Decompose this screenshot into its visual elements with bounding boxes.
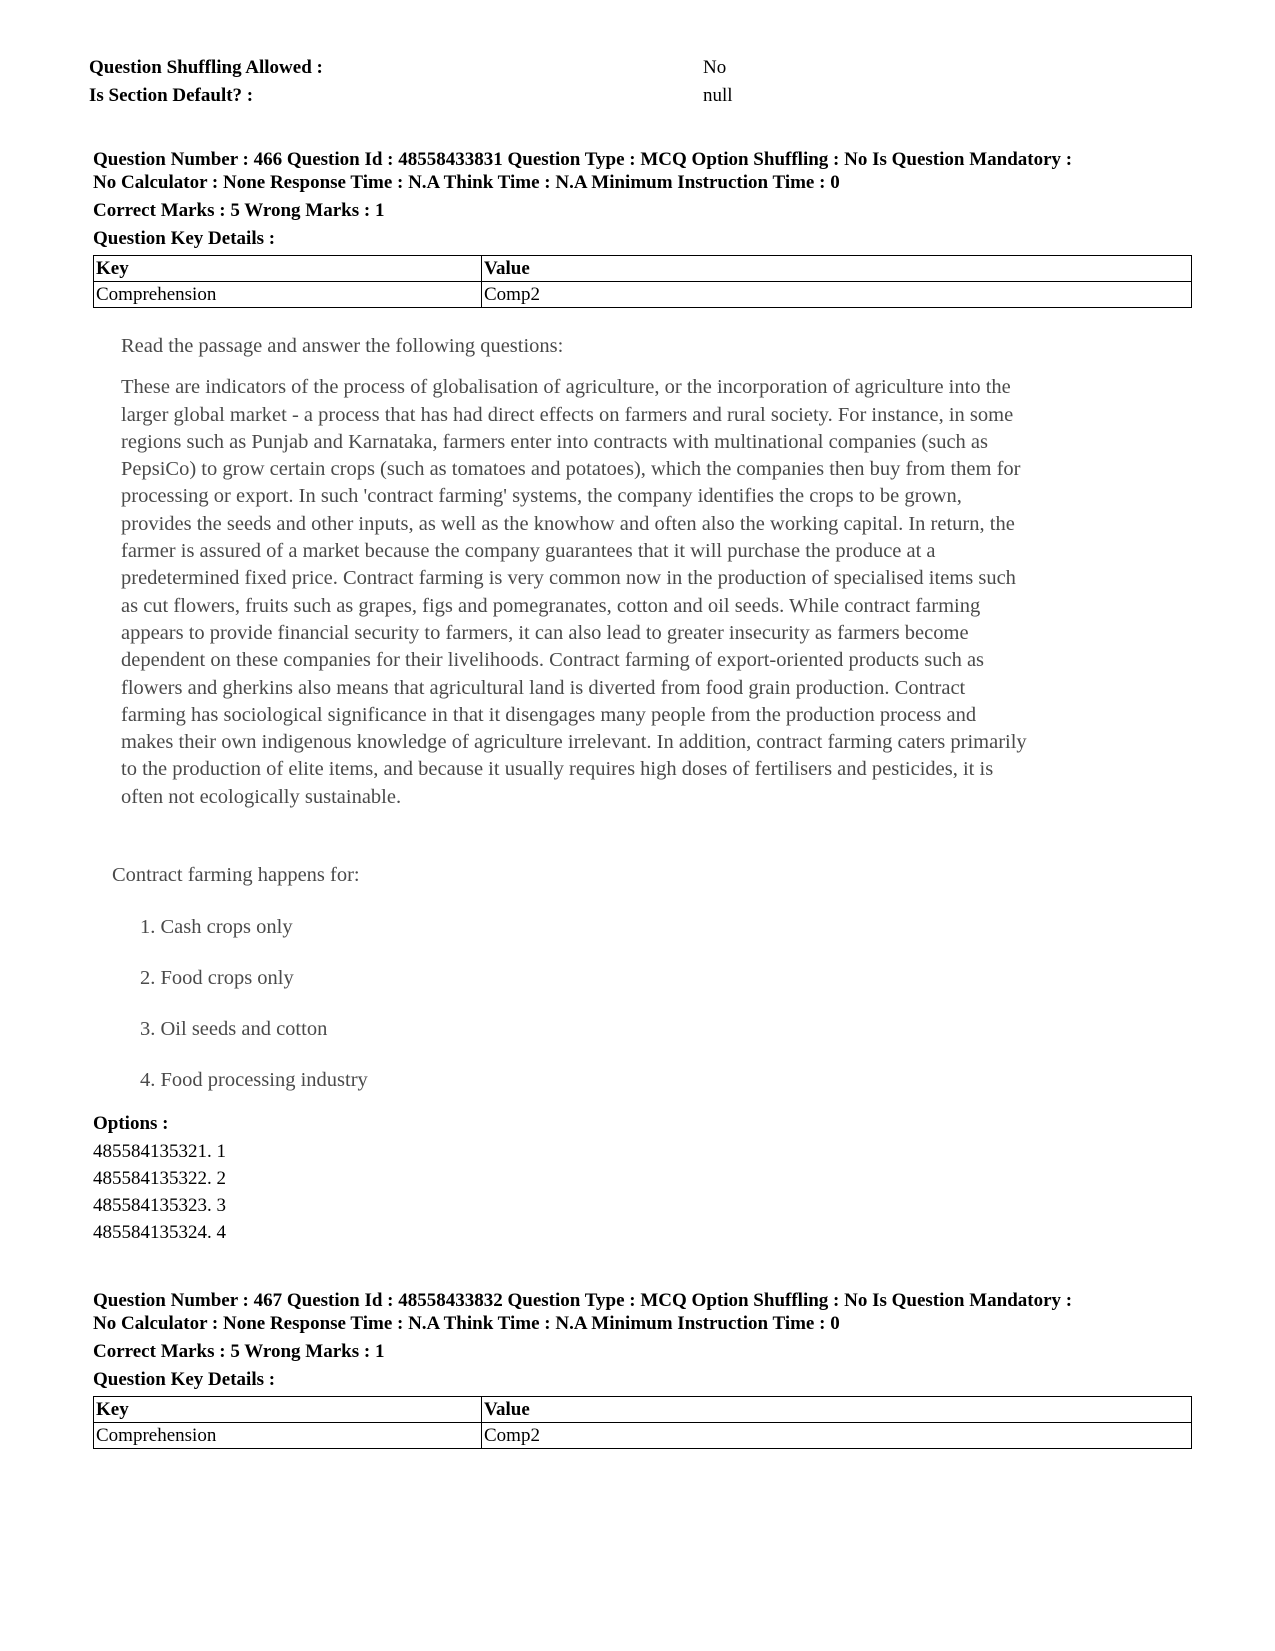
option-line: 485584135322. 2 [93, 1168, 226, 1189]
passage-line: to the production of elite items, and because it usually requires high doses of fertilisers and pesticides, it is [121, 758, 994, 781]
key-table-header-row [94, 256, 1192, 282]
section-default-value: null [703, 85, 733, 106]
question-meta-line1: Question Number : 466 Question Id : 48558433831 Question Type : MCQ Option Shuffling : No Is Question Mandatory : [93, 149, 1073, 170]
passage-line: flowers and gherkins also means that agricultural land is diverted from food grain production. Contract [121, 676, 966, 699]
key-table-header-row [94, 1397, 1192, 1423]
key-header: Key [94, 256, 482, 282]
options-label: Options : [93, 1113, 169, 1134]
question-marks: Correct Marks : 5 Wrong Marks : 1 [93, 200, 385, 221]
passage-line: predetermined fixed price. Contract farming is very common now in the production of specialised items such [121, 567, 1016, 590]
comprehension-passage [121, 333, 1171, 811]
question-marks: Correct Marks : 5 Wrong Marks : 1 [93, 1341, 385, 1362]
question-key-table [93, 255, 1192, 308]
choice-item: 3. Oil seeds and cotton [140, 1018, 328, 1040]
option-line: 485584135323. 3 [93, 1195, 226, 1216]
key-cell: Comprehension [94, 282, 482, 308]
shuffling-value: No [703, 57, 727, 78]
question-key-details-label: Question Key Details : [93, 228, 276, 249]
question-meta-line1: Question Number : 467 Question Id : 48558433832 Question Type : MCQ Option Shuffling : No Is Question Mandatory : [93, 1290, 1073, 1311]
passage-line: often not ecologically sustainable. [121, 785, 402, 808]
passage-line: processing or export. In such 'contract farming' systems, the company identifies the crops to be grown, [121, 485, 962, 508]
question-stem: Contract farming happens for: [112, 864, 360, 886]
passage-line: provides the seeds and other inputs, as well as the knowhow and often also the working capital. In return, the [121, 512, 1015, 535]
option-line: 485584135324. 4 [93, 1222, 226, 1243]
question-meta-line2: No Calculator : None Response Time : N.A Think Time : N.A Minimum Instruction Time : 0 [93, 1313, 840, 1334]
option-line: 485584135321. 1 [93, 1141, 226, 1162]
passage-line: appears to provide financial security to farmers, it can also lead to greater insecurity as farmers become [121, 621, 969, 644]
table-row [94, 1423, 1192, 1449]
key-header: Key [94, 1397, 482, 1423]
question-key-table [93, 1396, 1192, 1449]
value-cell: Comp2 [482, 282, 1192, 308]
choice-item: 2. Food crops only [140, 967, 294, 989]
choice-item: 1. Cash crops only [140, 916, 293, 938]
passage-line: makes their own indigenous knowledge of agriculture irrelevant. In addition, contract farming caters primarily [121, 731, 1027, 754]
question-467-header [93, 1289, 1193, 1449]
passage-line: dependent on these companies for their livelihoods. Contract farming of export-oriented products such as [121, 649, 985, 672]
question-466-header [93, 148, 1193, 308]
passage-line: as cut flowers, fruits such as grapes, figs and pomegranates, cotton and oil seeds. While contract farming [121, 594, 981, 617]
passage-line: These are indicators of the process of globalisation of agriculture, or the incorporation of agriculture into the [121, 376, 1011, 399]
table-row [94, 282, 1192, 308]
question-meta-line2: No Calculator : None Response Time : N.A Think Time : N.A Minimum Instruction Time : 0 [93, 172, 840, 193]
choice-item: 4. Food processing industry [140, 1069, 368, 1091]
section-default-label: Is Section Default? : [89, 85, 254, 106]
value-header: Value [482, 256, 1192, 282]
shuffling-label: Question Shuffling Allowed : [89, 57, 323, 78]
passage-body [121, 374, 1171, 811]
value-cell: Comp2 [482, 1423, 1192, 1449]
passage-line: farming has sociological significance in that it disengages many people from the production process and [121, 703, 977, 726]
value-header: Value [482, 1397, 1192, 1423]
passage-line: regions such as Punjab and Karnataka, farmers enter into contracts with multinational companies (such as [121, 430, 989, 453]
passage-intro: Read the passage and answer the following questions: [121, 335, 564, 357]
passage-line: farmer is assured of a market because the company guarantees that it will purchase the produce at a [121, 540, 936, 563]
question-key-details-label: Question Key Details : [93, 1369, 276, 1390]
passage-line: PepsiCo) to grow certain crops (such as tomatoes and potatoes), which the companies then buy from them for [121, 458, 1021, 481]
passage-line: larger global market - a process that has had direct effects on farmers and rural society. For instance, in some [121, 403, 1014, 426]
key-cell: Comprehension [94, 1423, 482, 1449]
